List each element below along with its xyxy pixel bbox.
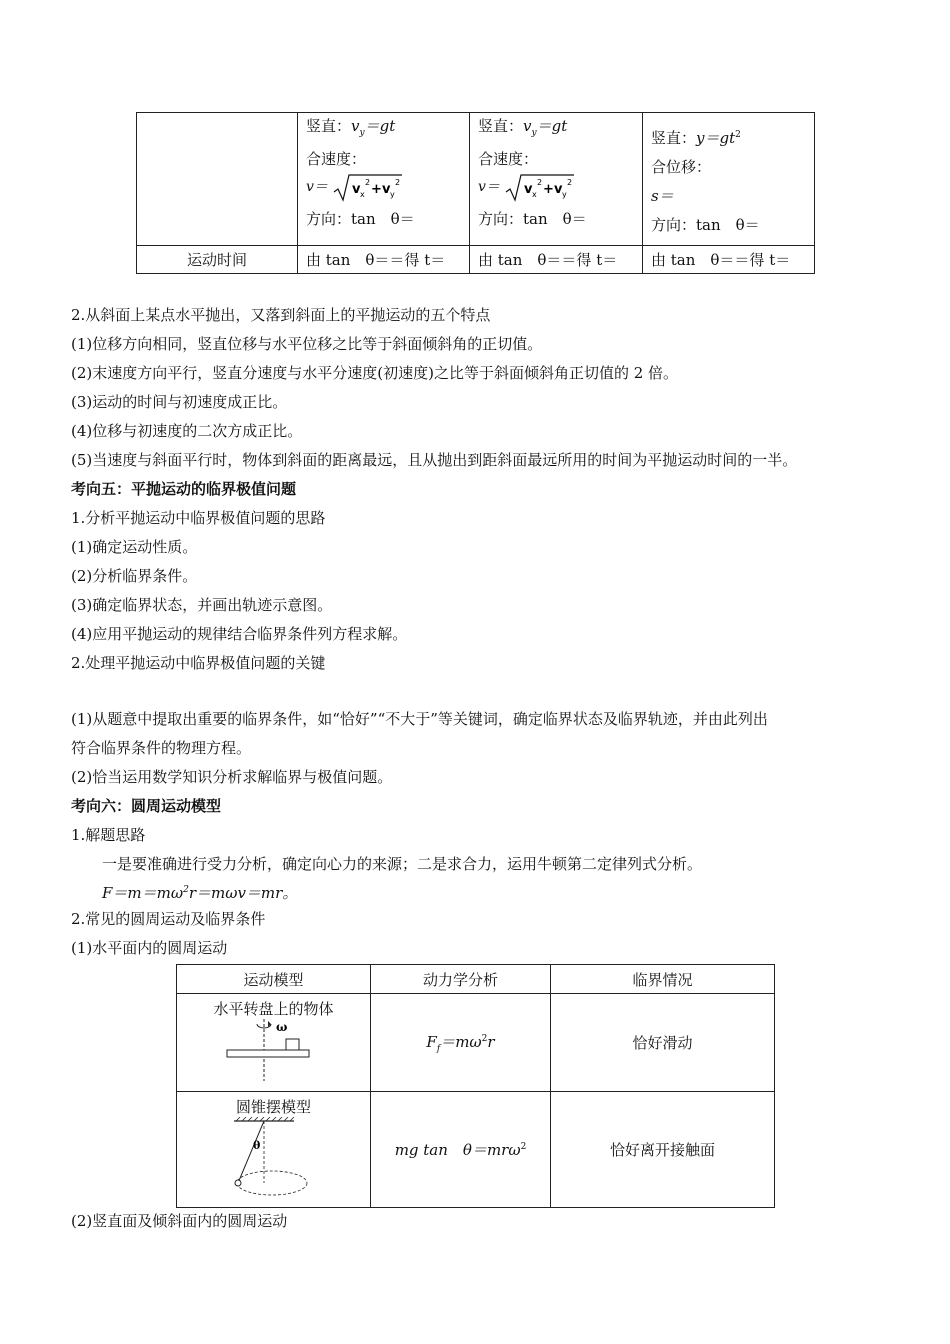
paragraph-line: (2)末速度方向平行，竖直分速度与水平分速度(初速度)之比等于斜面倾斜角正切值的 2 倍。 <box>71 364 679 382</box>
turntable-diagram <box>224 1019 324 1083</box>
paragraph-line: 2.常见的圆周运动及临界条件 <box>71 910 266 928</box>
svg-text:ω: ω <box>275 1020 287 1034</box>
paragraph-line: (1)水平面内的圆周运动 <box>71 939 228 957</box>
svg-text:+: + <box>542 182 554 197</box>
svg-text:y: y <box>561 190 567 199</box>
svg-text:v: v <box>381 182 391 197</box>
cell-incline-velocity: 竖直：$v_y=gt$ 合速度： v＝ v x 2 + v y 2 方向：tan θ＝ <box>470 113 643 246</box>
paragraph-line: (2)竖直面及倾斜面内的圆周运动 <box>71 1212 288 1230</box>
sqrt-formula <box>505 172 575 202</box>
header-model: 运动模型 <box>177 965 371 994</box>
paragraph-line: (3)确定临界状态，并画出轨迹示意图。 <box>71 596 333 614</box>
paragraph-line: 2.从斜面上某点水平抛出，又落到斜面上的平抛运动的五个特点 <box>71 306 491 324</box>
paragraph-line: (5)当速度与斜面平行时，物体到斜面的距离最远，且从抛出到距斜面最远所用的时间为平抛运动时间的一半。 <box>71 451 798 469</box>
svg-text:2: 2 <box>394 178 400 187</box>
paragraph-line: 2.处理平抛运动中临界极值问题的关键 <box>71 654 326 672</box>
paragraph-line: (1)确定运动性质。 <box>71 538 198 556</box>
row-label-time: 运动时间 <box>137 246 298 274</box>
time-formula: 由 tan θ＝＝得 t＝ <box>643 246 815 274</box>
svg-text:+: + <box>370 182 382 197</box>
circular-motion-table <box>176 964 775 1208</box>
paragraph-line: (2)恰当运用数学知识分析求解临界与极值问题。 <box>71 768 393 786</box>
paragraph-line: 1.解题思路 <box>71 826 146 844</box>
svg-text:v: v <box>523 182 533 197</box>
empty-cell <box>137 113 298 246</box>
section-heading: 考向五：平抛运动的临界极值问题 <box>71 480 297 498</box>
svg-text:x: x <box>531 190 537 199</box>
section-heading: 考向六：圆周运动模型 <box>71 797 222 815</box>
header-dynamics: 动力学分析 <box>371 965 551 994</box>
projectile-table <box>136 112 815 274</box>
paragraph-line: 一是要准确进行受力分析，确定向心力的来源；二是求合力，运用牛顿第二定律列式分析。 <box>102 855 703 873</box>
paragraph-line: (4)应用平抛运动的规律结合临界条件列方程求解。 <box>71 625 408 643</box>
sqrt-formula <box>333 172 403 202</box>
conical-pendulum-dynamics: mg tan θ＝mrω$^2$ <box>371 1092 551 1208</box>
paragraph-line: (4)位移与初速度的二次方成正比。 <box>71 422 303 440</box>
svg-text:2: 2 <box>364 178 370 187</box>
turntable-label: 水平转盘上的物体 <box>213 1000 334 1018</box>
svg-text:2: 2 <box>566 178 572 187</box>
paragraph-line: 1.分析平抛运动中临界极值问题的思路 <box>71 509 326 527</box>
time-formula: 由 tan θ＝＝得 t＝ <box>298 246 470 274</box>
cell-horizontal-throw-velocity: 竖直：$v_y=gt$ 合速度： v＝ v x 2 + v y 2 方向：tan θ＝ <box>298 113 470 246</box>
conical-pendulum-diagram <box>224 1117 324 1199</box>
force-formula: $F=m=m\omega^2r=m\omega v=mr$。 <box>102 884 298 902</box>
header-critical: 临界情况 <box>551 965 775 994</box>
paragraph-line: 符合临界条件的物理方程。 <box>71 739 252 757</box>
turntable-dynamics: $F_f=m\omega^2r$ <box>371 994 551 1092</box>
paragraph-line: (1)从题意中提取出重要的临界条件，如“恰好”“不大于”等关键词，确定临界状态及临界轨迹，并由此列出 <box>71 710 768 728</box>
time-formula: 由 tan θ＝＝得 t＝ <box>470 246 643 274</box>
paragraph-line: (3)运动的时间与初速度成正比。 <box>71 393 288 411</box>
paragraph-line: (1)位移方向相同，竖直位移与水平位移之比等于斜面倾斜角的正切值。 <box>71 335 543 353</box>
svg-text:v: v <box>351 182 361 197</box>
conical-pendulum-label: 圆锥摆模型 <box>235 1098 311 1116</box>
svg-text:θ: θ <box>252 1139 260 1152</box>
svg-text:2: 2 <box>536 178 542 187</box>
cell-displacement: 竖直：$y=gt^2$ 合位移： s＝ 方向：tan θ＝ <box>643 113 815 246</box>
svg-text:y: y <box>389 190 395 199</box>
turntable-model-cell <box>177 994 371 1092</box>
conical-pendulum-cell <box>177 1092 371 1208</box>
conical-pendulum-critical: 恰好离开接触面 <box>551 1092 775 1208</box>
paragraph-line: (2)分析临界条件。 <box>71 567 198 585</box>
turntable-critical: 恰好滑动 <box>551 994 775 1092</box>
svg-text:v: v <box>553 182 563 197</box>
svg-text:x: x <box>359 190 365 199</box>
